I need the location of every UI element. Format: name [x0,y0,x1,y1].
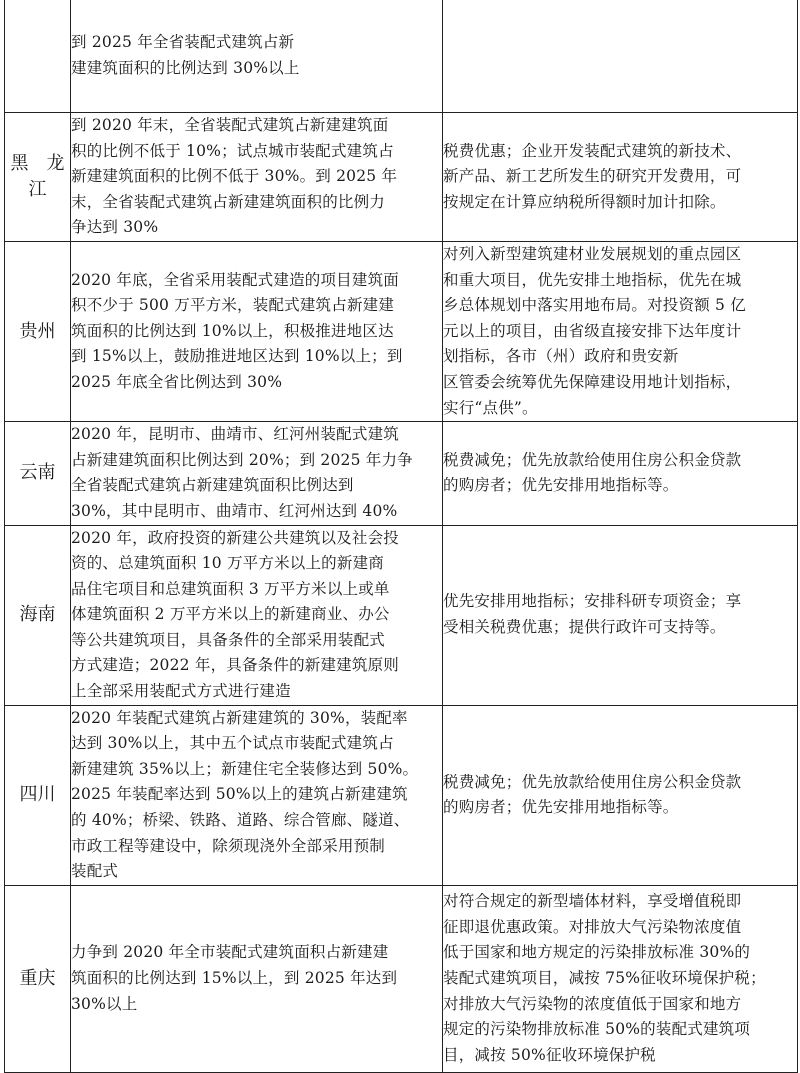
goal-cell [71,422,443,525]
province-name: 海南 [19,604,56,626]
policy-text-line: 区管委会统筹优先保障建设用地计划指标， [443,372,742,391]
goal-text-line: 资的、总建筑面积 10 万平方米以上的新建商 [71,554,384,573]
goal-text-line: 积的比例不低于 10%；试点城市装配式建筑占 [71,141,394,160]
policy-cell [443,525,798,705]
table-row [5,525,798,705]
goal-text-line: 30%，其中昆明市、曲靖市、红河州达到 40% [71,501,398,520]
policy-text-line: 税费减免；优先放款给使用住房公积金贷款 [443,450,742,469]
policy-text-line: 按规定在计算应纳税所得额时加计扣除。 [443,192,726,211]
goal-text-line: 2020 年，政府投资的新建公共建筑以及社会投 [71,528,399,547]
goal-text-line: 装配式 [71,862,119,881]
goal-text-line: 全省装配式建筑占新建建筑面积比例达到 [71,476,354,495]
province-cell [5,525,71,705]
policy-text-line: 对排放大气污染物的浓度值低于国家和地方 [443,994,742,1013]
goal-text-line: 体建筑面积 2 万平方米以上的新建商业、办公 [71,605,390,624]
province-cell [5,885,71,1072]
goal-text-line: 上全部采用装配式方式进行建造 [71,682,291,701]
goal-text-line: 到 15%以上，鼓励推进地区达到 10%以上；到 [71,347,403,366]
goal-text-line: 力争到 2020 年全市装配式建筑面积占新建建 [71,943,389,962]
goal-text-line: 2025 年装配率达到 50%以上的建筑占新建建筑 [71,785,408,804]
policy-text-line: 的购房者；优先安排用地指标等。 [443,476,679,495]
policy-text-line: 对符合规定的新型墙体材料，享受增值税即 [443,892,742,911]
province-cell [5,705,71,885]
policy-text-line: 目，减按 50%征收环境保护税 [443,1045,656,1064]
policy-text-line: 和重大项目，优先安排土地指标，优先在城 [443,270,742,289]
goal-text-line: 等公共建筑项目，具备条件的全部采用装配式 [71,630,386,649]
province-name: 江 [28,178,47,200]
policy-text-line: 规定的污染物排放标准 50%的装配式建筑项 [443,1020,751,1039]
goal-text-line: 末，全省装配式建筑占新建建筑面积的比例力 [71,192,386,211]
policy-text-line: 税费减免；优先放款给使用住房公积金贷款 [443,772,742,791]
goal-text-line: 达到 30%以上，其中五个试点市装配式建筑占 [71,734,394,753]
goal-text-line: 建建筑面积的比例达到 30%以上 [71,58,300,77]
goal-text-line: 30%以上 [71,994,138,1013]
policy-cell [443,0,798,113]
policy-text-line: 元以上的项目，由省级直接安排下达年度计 [443,321,742,340]
goal-text-line: 的 40%；桥梁、铁路、道路、综合管廊、隧道、 [71,811,410,830]
goal-text-line: 2025 年底全省比例达到 30% [71,372,283,391]
policy-text-line: 税费优惠；企业开发装配式建筑的新技术、 [443,141,742,160]
goal-cell [71,705,443,885]
goal-text-line: 方式建造；2022 年，具备条件的新建建筑原则 [71,656,399,675]
province-cell [5,113,71,242]
goal-text-line: 筑面积的比例达到 15%以上，到 2025 年达到 [71,969,398,988]
province-name: 云南 [19,462,56,484]
goal-text-line: 市政工程等建设中，除须现浇外全部采用预制 [71,836,386,855]
goal-text-line: 2020 年装配式建筑占新建建筑的 30%，装配率 [71,708,408,727]
province-cell [5,241,71,421]
goal-text-line: 占新建建筑面积比例达到 20%；到 2025 年力争 [71,450,413,469]
goal-text-line: 新建建筑 35%以上；新建住宅全装修达到 50%。 [71,759,419,778]
goal-text-line: 到 2020 年末，全省装配式建筑占新建建筑面 [71,116,389,134]
policy-text-line: 的购房者；优先安排用地指标等。 [443,798,679,817]
goal-cell [71,241,443,421]
goal-text-line: 2020 年，昆明市、曲靖市、红河州装配式建筑 [71,425,399,444]
policy-table-body [5,0,798,1072]
policy-text-line: 受相关税费优惠；提供行政许可支持等。 [443,618,726,637]
policy-text-line: 新产品、新工艺所发生的研究开发费用，可 [443,167,742,186]
goal-text-line: 品住宅项目和总建筑面积 3 万平方米以上或单 [71,579,390,598]
policy-text-line: 优先安排用地指标；安排科研专项资金；享 [443,592,742,611]
province-name: 贵州 [19,320,56,342]
policy-table [4,0,798,1073]
table-row [5,885,798,1072]
province-cell [5,422,71,525]
goal-cell [71,0,443,113]
goal-text-line: 筑面积的比例达到 10%以上，积极推进地区达 [71,321,394,340]
goal-cell [71,113,443,242]
policy-cell [443,885,798,1072]
goal-cell [71,885,443,1072]
policy-text-line: 乡总体规划中落实用地布局。对投资额 5 亿 [443,296,746,315]
goal-text-line: 2020 年底，全省采用装配式建造的项目建筑面 [71,270,399,289]
province-cell [5,0,71,113]
goal-text-line: 新建建筑面积的比例不低于 30%。到 2025 年 [71,167,398,186]
table-row [5,422,798,525]
table-row [5,705,798,885]
goal-cell [71,525,443,705]
table-row [5,113,798,242]
goal-text-line: 争达到 30% [71,218,159,237]
goal-text-line: 积不少于 500 万平方米，装配式建筑占新建建 [71,296,395,315]
policy-text-line: 装配式建筑项目，减按 75%征收环境保护税； [443,969,766,988]
policy-cell [443,113,798,242]
policy-text-line: 对列入新型建筑建材业发展规划的重点园区 [443,244,742,263]
goal-text-line: 到 2025 年全省装配式建筑占新 [71,32,295,51]
policy-text-line: 低于国家和地方规定的污染排放标准 30%的 [443,943,751,962]
table-row [5,0,798,113]
policy-cell [443,422,798,525]
policy-text-line: 征即退优惠政策。对排放大气污染物浓度值 [443,917,742,936]
province-name: 黑 龙 [10,152,65,174]
table-row [5,241,798,421]
policy-text-line: 划指标，各市（州）政府和贵安新 [443,347,679,366]
policy-cell [443,241,798,421]
province-name: 重庆 [19,967,56,989]
province-name: 四川 [19,784,56,806]
policy-text-line: 实行“点供”。 [443,398,538,417]
policy-cell [443,705,798,885]
